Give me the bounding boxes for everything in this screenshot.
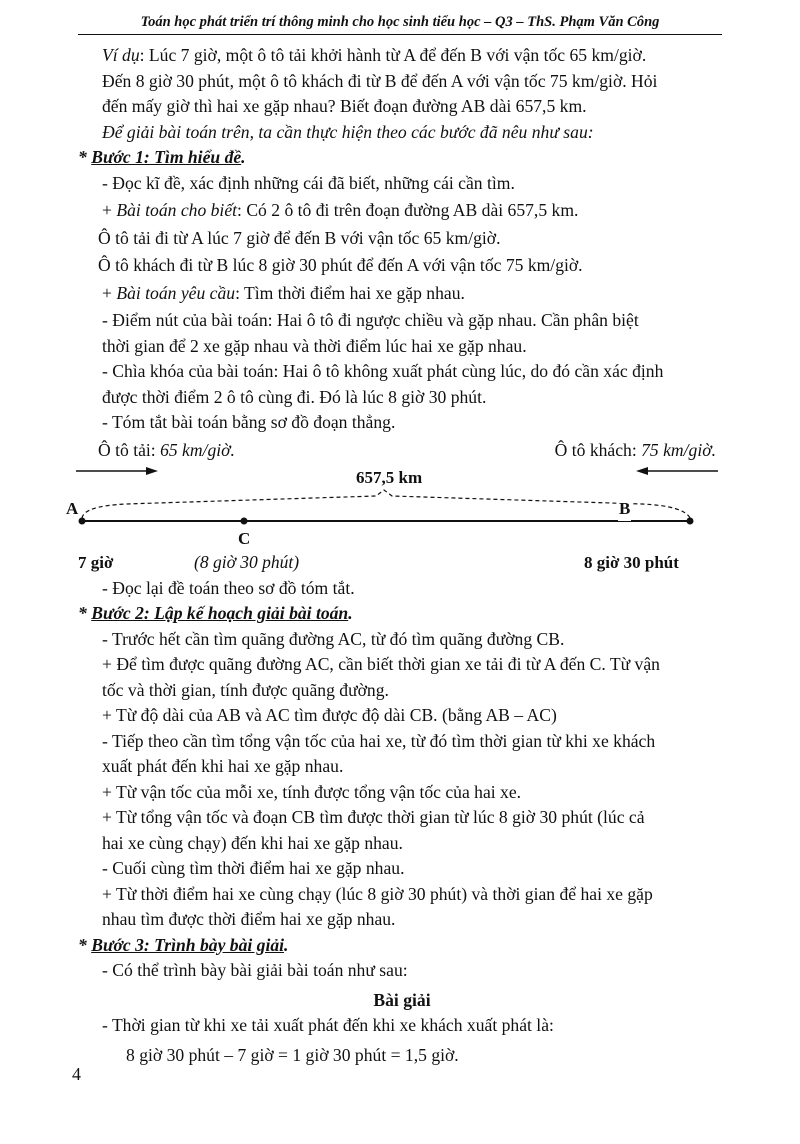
point-c-label: C xyxy=(238,528,251,548)
step3-line-1: - Có thể trình bày bài giải bài toán như sau: xyxy=(102,960,408,980)
step2-line-3: tốc và thời gian, tính được quãng đường. xyxy=(102,679,389,700)
solution-title: Bài giải xyxy=(373,989,431,1010)
step1-line-3: Ô tô tải đi từ A lúc 7 giờ để đến B với vận tốc 65 km/giờ. xyxy=(98,227,501,248)
running-header: Toán học phát triển trí thông minh cho học sinh tiểu học – Q3 – ThS. Phạm Văn Công xyxy=(78,14,722,35)
truck-label: Ô tô tải: 65 km/giờ. xyxy=(98,439,235,460)
step2-line-11: + Từ thời điểm hai xe cùng chạy (lúc 8 giờ 30 phút) và thời gian để hai xe gặp xyxy=(102,883,653,904)
step2-line-7: + Từ vận tốc của mỗi xe, tính được tổng vận tốc của hai xe. xyxy=(102,781,522,802)
distance-label: 657,5 km xyxy=(356,467,423,487)
step3-line-2: - Thời gian từ khi xe tải xuất phát đến khi xe khách xuất phát là: xyxy=(102,1015,554,1035)
step1-line-4: Ô tô khách đi từ B lúc 8 giờ 30 phút để đến A với vận tốc 75 km/giờ. xyxy=(98,255,583,275)
example-line-2: Đến 8 giờ 30 phút, một ô tô khách đi từ B để đến A với vận tốc 75 km/giờ. Hỏi xyxy=(102,70,658,91)
truck-arrow-head xyxy=(146,467,158,475)
step1-line-9: được thời điểm 2 ô tô cùng đi. Đó là lúc 8 giờ 30 phút. xyxy=(102,386,487,407)
step1-line-5: + Bài toán yêu cầu: Tìm thời điểm hai xe gặp nhau. xyxy=(102,282,465,303)
step1-line-6: - Điểm nút của bài toán: Hai ô tô đi ngược chiều và gặp nhau. Cần phân biệt xyxy=(102,310,639,330)
step3-heading: * Bước 3: Trình bày bài giải. xyxy=(78,934,289,955)
step1-line-8: - Chìa khóa của bài toán: Hai ô tô không xuất phát cùng lúc, do đó cần xác định xyxy=(102,361,664,381)
time-a-label: 7 giờ xyxy=(78,552,114,572)
example-label: Ví dụ xyxy=(102,45,140,65)
example-line-3: đến mấy giờ thì hai xe gặp nhau? Biết đoạn đường AB dài 657,5 km. xyxy=(102,96,587,116)
time-b-label: 8 giờ 30 phút xyxy=(584,552,679,572)
step1-heading: * Bước 1: Tìm hiểu đề. xyxy=(78,147,246,167)
page-number: 4 xyxy=(72,1064,81,1084)
distance-brace xyxy=(82,490,690,518)
step1-line-1: - Đọc kĩ đề, xác định những cái đã biết, những cái cần tìm. xyxy=(102,172,515,193)
point-c-dot xyxy=(241,517,248,524)
step2-line-6: xuất phát đến khi hai xe gặp nhau. xyxy=(102,756,344,776)
point-a-dot xyxy=(79,517,86,524)
step1-line-2: + Bài toán cho biết: Có 2 ô tô đi trên đoạn đường AB dài 657,5 km. xyxy=(102,200,579,220)
step3-line-3: 8 giờ 30 phút – 7 giờ = 1 giờ 30 phút = 1,5 giờ. xyxy=(126,1044,459,1065)
example-line-1 xyxy=(78,43,726,69)
point-b-dot xyxy=(687,517,694,524)
step2-line-4: + Từ độ dài của AB và AC tìm được độ dài CB. (bằng AB – AC) xyxy=(102,705,557,725)
bus-arrow-head xyxy=(636,467,648,475)
step2-line-8: + Từ tổng vận tốc và đoạn CB tìm được thời gian từ lúc 8 giờ 30 phút (lúc cả xyxy=(102,807,645,827)
step2-line-5: - Tiếp theo cần tìm tổng vận tốc của hai xe, từ đó tìm thời gian từ khi xe khách xyxy=(102,730,656,751)
step2-line-10: - Cuối cùng tìm thời điểm hai xe gặp nhau. xyxy=(102,858,405,878)
page-content xyxy=(66,43,726,1068)
step2-line-9: hai xe cùng chạy) đến khi hai xe gặp nhau. xyxy=(102,832,403,853)
step2-line-2: + Để tìm được quãng đường AC, cần biết thời gian xe tải đi từ A đến C. Từ vận xyxy=(102,654,660,674)
point-b-label: B xyxy=(618,496,631,522)
reread-line: - Đọc lại đề toán theo sơ đồ tóm tắt. xyxy=(102,577,355,598)
step1-line-10: - Tóm tắt bài toán bằng sơ đồ đoạn thẳng. xyxy=(102,412,396,432)
time-c-label: (8 giờ 30 phút) xyxy=(194,551,300,572)
vehicle-labels xyxy=(78,438,726,466)
approach-line: Để giải bài toán trên, ta cần thực hiện theo các bước đã nêu như sau: xyxy=(102,121,594,142)
step2-line-12: nhau tìm được thời điểm hai xe gặp nhau. xyxy=(102,909,396,929)
bus-label: Ô tô khách: 75 km/giờ. xyxy=(554,439,716,460)
example-text: : Lúc 7 giờ, một ô tô tải khởi hành từ A để đến B với vận tốc 65 km/giờ. xyxy=(139,45,647,65)
segment-diagram xyxy=(66,466,726,576)
step1-line-7: thời gian để 2 xe gặp nhau và thời điểm lúc hai xe gặp nhau. xyxy=(102,335,527,356)
point-a-label: A xyxy=(66,498,79,518)
step2-line-1: - Trước hết cần tìm quãng đường AC, từ đó tìm quãng đường CB. xyxy=(102,628,565,649)
step2-heading: * Bước 2: Lập kế hoạch giải bài toán. xyxy=(78,603,353,623)
